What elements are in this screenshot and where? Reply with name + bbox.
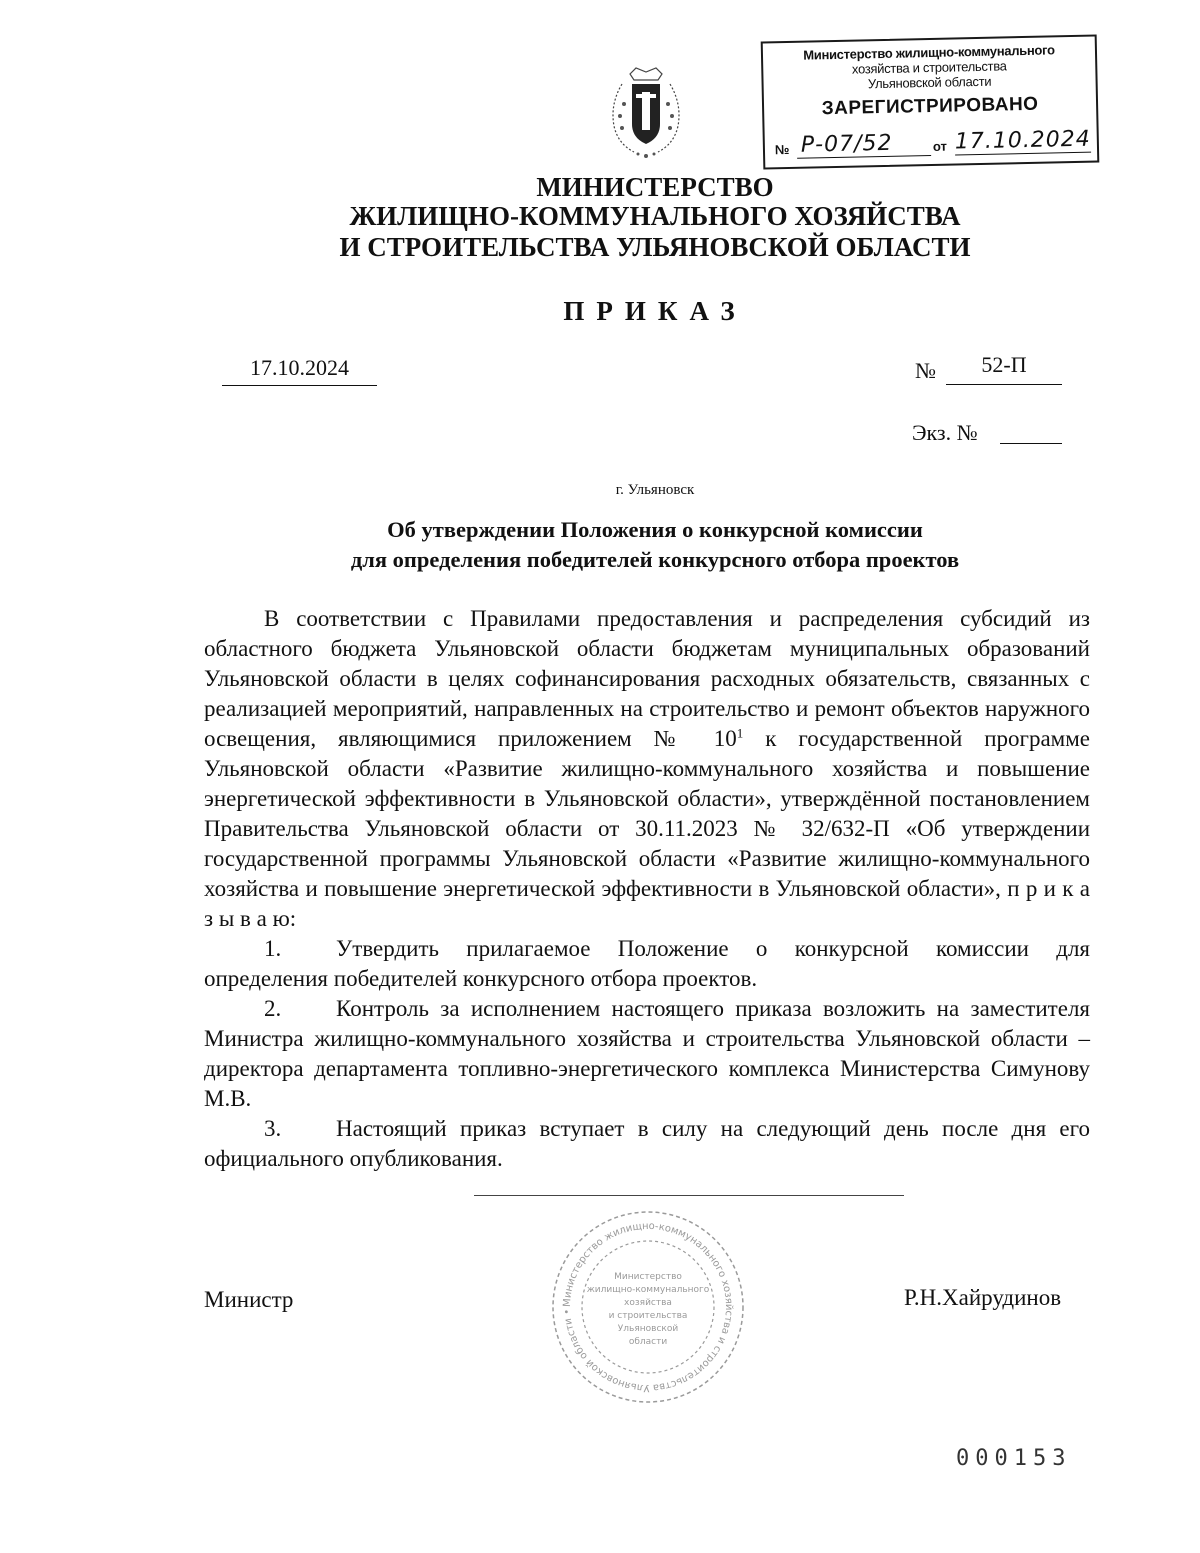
order-number: 52-П (946, 352, 1062, 385)
stamp-registration-line (774, 121, 1092, 160)
order-item (204, 1114, 1090, 1174)
stamp-status: ЗАРЕГИСТРИРОВАНО (821, 93, 1039, 120)
ministry-name-line1: МИНИСТЕРСТВО (536, 172, 774, 202)
order-item-number: 2. (264, 996, 282, 1021)
official-seal (548, 1207, 748, 1407)
subject-line1: Об утверждении Положения о конкурсной комиссии (387, 517, 923, 542)
seal-center-line: жилищно-коммунального (586, 1285, 710, 1295)
signatory-position: Министр (204, 1287, 294, 1312)
stamp-number-label: № (774, 141, 790, 158)
ministry-name-line2: ЖИЛИЩНО-КОММУНАЛЬНОГО ХОЗЯЙСТВА (349, 201, 961, 231)
preamble-superscript: 1 (736, 725, 744, 741)
document-type: ПРИКАЗ (563, 296, 747, 326)
coat-of-arms-icon (600, 64, 692, 164)
divider (474, 1195, 904, 1196)
preamble-part2: к государственной программе Ульяновской области «Развитие жилищно-коммунального хозяйства и повышение энергетической эффективности в Ульяновской области», утверждённой постановлением Правительства Ульяновской области от 30.11.2023 № 32/632-П «Об утверждении государственной программы Ульяновской области «Развитие жилищно-коммунального хозяйства и повышение энергетической эффективности в Ульяновской области», п р и к а з ы в а ю: (204, 726, 1090, 931)
seal-center-line: и строительства (608, 1311, 688, 1321)
seal-center-line: Министерство (614, 1272, 682, 1282)
stamp-date-label: от (932, 138, 948, 154)
preamble-part1: В соответствии с Правилами предоставления и распределения субсидий из областного бюджета Ульяновской области бюджетам муниципальных образований Ульяновской области в целях софинансирования расходных обязательств, связанных с реализацией мероприятий, направленных на строительство и ремонт объектов наружного освещения, являющимися приложением № 10 (204, 606, 1090, 751)
stamp-org-line3: Ульяновской области (867, 73, 992, 92)
order-item-number: 1. (264, 936, 282, 961)
copy-number-label: Экз. № (912, 420, 978, 445)
preamble-paragraph (204, 604, 1090, 934)
city: г. Ульяновск (615, 482, 695, 498)
seal-center-line: Ульяновской (617, 1324, 679, 1334)
stamp-org-line1: Министерство жилищно-коммунального (803, 42, 1055, 63)
order-date: 17.10.2024 (222, 355, 377, 386)
order-body (204, 604, 1090, 1174)
order-number-label: № (915, 358, 936, 383)
seal-center-line: хозяйства (624, 1298, 672, 1308)
order-item (204, 994, 1090, 1114)
stamp-date-value: 17.10.2024 (954, 126, 1092, 155)
ministry-name-line3: И СТРОИТЕЛЬСТВА УЛЬЯНОВСКОЙ ОБЛАСТИ (339, 232, 971, 262)
order-item-number: 3. (264, 1116, 282, 1141)
stamp-number-value: Р-07/52 (797, 130, 932, 159)
signatory-name: Р.Н.Хайрудинов (904, 1285, 1062, 1310)
serial-number: 000153 (956, 1446, 1072, 1471)
subject-line2: для определения победителей конкурсного отбора проектов (350, 547, 960, 572)
copy-number-blank (1000, 443, 1062, 444)
order-item-text: Утвердить прилагаемое Положение о конкурсной комиссии для определения победителей конкурсного отбора проектов. (204, 936, 1090, 991)
order-item (204, 934, 1090, 994)
registration-stamp (761, 34, 1100, 169)
stamp-org-line2: хозяйства и строительства (851, 58, 1007, 77)
seal-ring-text: Министерство жилищно-коммунального хозяйства и строительства Ульяновской области • (561, 1220, 735, 1394)
order-item-text: Контроль за исполнением настоящего приказа возложить на заместителя Министра жилищно-коммунального хозяйства и строительства Ульяновской области – директора департамента топливно-энергетического комплекса Министерства Симунову М.В. (204, 996, 1090, 1111)
seal-center-line: области (628, 1337, 668, 1347)
order-item-text: Настоящий приказ вступает в силу на следующий день после дня его официального опубликования. (204, 1116, 1090, 1171)
